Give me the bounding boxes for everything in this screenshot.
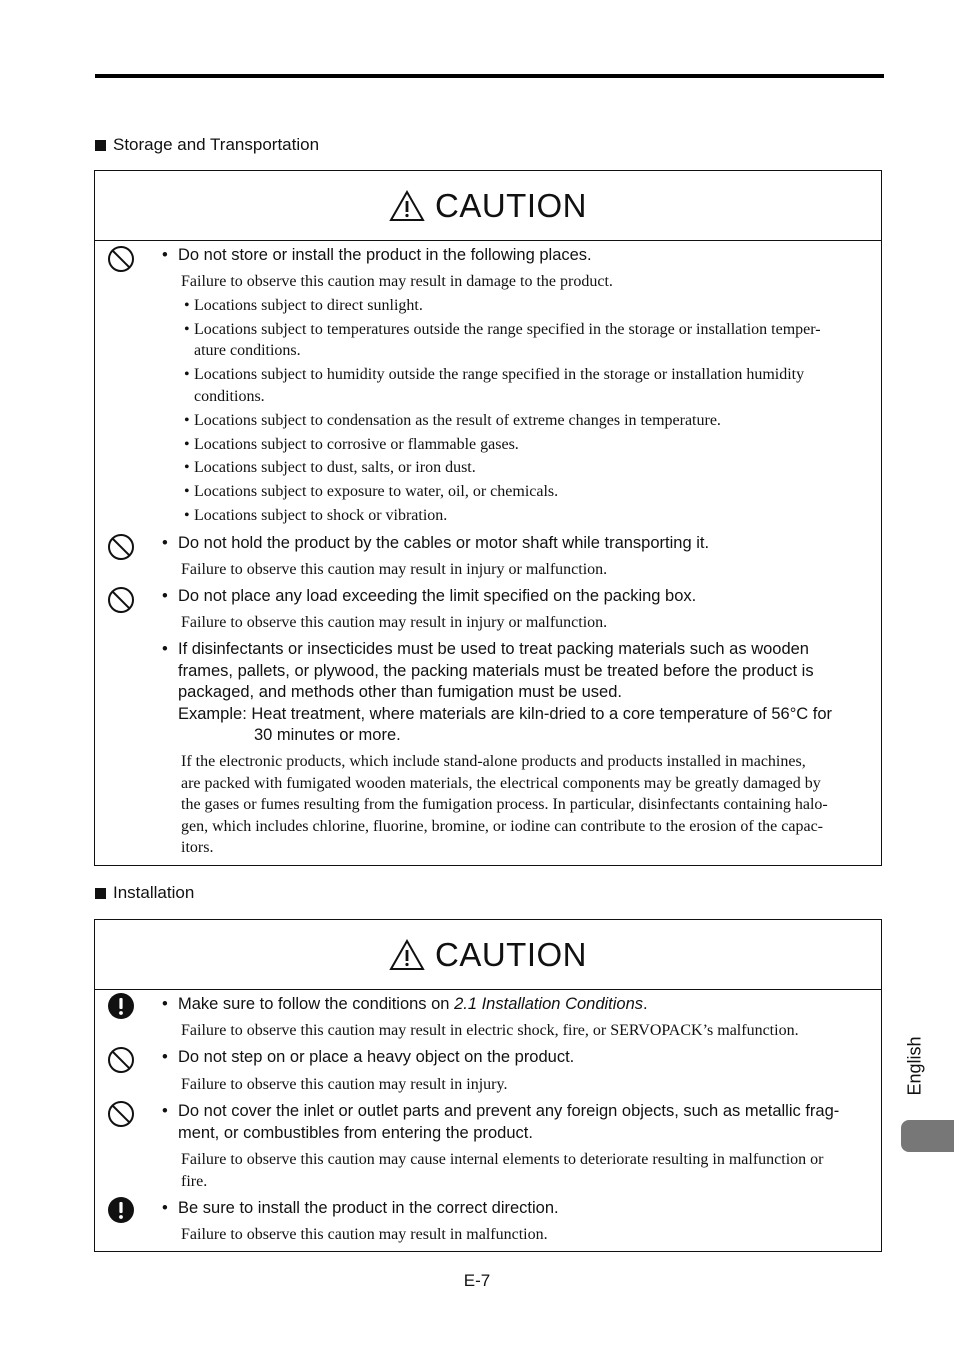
location-list-item: • Locations subject to direct sunlight. bbox=[184, 297, 423, 314]
prohibited-icon bbox=[107, 533, 135, 561]
section-heading-installation bbox=[95, 883, 194, 903]
caution-box-storage bbox=[94, 170, 882, 866]
caution-item bbox=[162, 245, 862, 267]
caution-item: • If disinfectants or insecticides must be used to treat packing materials such as wooden frames, pallets, or plywood, the packing materials must be treated before the product is packaged, and methods other than fumigation must be used. Example: Heat treatment, where materials are kiln-dried to a core temperature of 56°C for 30 minutes or more. bbox=[162, 640, 833, 744]
prohibited-icon bbox=[107, 1046, 135, 1074]
caution-note: Failure to observe this caution may result in electric shock, fire, or SERVOPACK’s malfunction. bbox=[181, 1022, 799, 1039]
caution-item: • Do not step on or place a heavy object on the product. bbox=[162, 1047, 862, 1069]
caution-header bbox=[95, 920, 881, 990]
cross-reference: 2.1 Installation Conditions bbox=[454, 995, 644, 1013]
mandatory-action-icon bbox=[107, 1196, 135, 1224]
language-side-tab bbox=[901, 1120, 954, 1152]
caution-note: Failure to observe this caution may result in injury or malfunction. bbox=[181, 614, 608, 631]
caution-item: • Be sure to install the product in the correct direction. bbox=[162, 1198, 862, 1220]
language-side-label: English bbox=[904, 1036, 925, 1096]
location-list-item: • Locations subject to condensation as the result of extreme changes in temperature. bbox=[184, 412, 721, 429]
top-rule bbox=[95, 74, 884, 78]
caution-item-text: Do not place any load exceeding the limit specified on the packing box. bbox=[178, 587, 697, 605]
location-list-item-cont: conditions. bbox=[194, 388, 265, 405]
bullet: • bbox=[162, 246, 168, 264]
location-list-item: • Locations subject to humidity outside the range specified in the storage or installation humidity bbox=[184, 366, 805, 383]
location-list-item: • Locations subject to corrosive or flammable gases. bbox=[184, 436, 519, 453]
caution-note: Failure to observe this caution may result in damage to the product. bbox=[181, 273, 613, 290]
prohibited-icon bbox=[107, 245, 135, 273]
caution-box-installation bbox=[94, 919, 882, 1252]
caution-header bbox=[95, 171, 881, 241]
location-list-item-cont: ature conditions. bbox=[194, 342, 301, 359]
caution-item-text: Do not hold the product by the cables or motor shaft while transporting it. bbox=[178, 534, 710, 552]
caution-item: • Do not hold the product by the cables or motor shaft while transporting it. bbox=[162, 533, 862, 555]
section-heading-text: Installation bbox=[113, 883, 195, 902]
location-list-item: • Locations subject to dust, salts, or iron dust. bbox=[184, 459, 476, 476]
section-heading-text: Storage and Transportation bbox=[113, 135, 320, 154]
warning-triangle-icon bbox=[389, 939, 425, 971]
location-list-item: • Locations subject to shock or vibration. bbox=[184, 507, 448, 524]
caution-note: If the electronic products, which include stand-alone products and products installed in machines, are packed with fumigated wooden materials, the electrical components may be greatly damaged by the gases or fumes resulting from the fumigation process. In particular, disinfectants containing halo- gen, which includes chlorine, fluorine, bromine, or iodine can contribute to the erosion of the capac- itors. bbox=[181, 753, 828, 856]
caution-item: • Make sure to follow the conditions on 2.1 Installation Conditions. bbox=[162, 995, 648, 1013]
caution-item-text: Be sure to install the product in the correct direction. bbox=[178, 1199, 559, 1217]
location-list-item: • Locations subject to temperatures outside the range specified in the storage or installation temper- bbox=[184, 321, 821, 338]
caution-item-text: Do not step on or place a heavy object on the product. bbox=[178, 1048, 575, 1066]
caution-note: Failure to observe this caution may result in injury or malfunction. bbox=[181, 561, 608, 578]
caution-item: • Do not place any load exceeding the limit specified on the packing box. bbox=[162, 586, 862, 608]
caution-title: CAUTION bbox=[435, 935, 587, 973]
prohibited-icon bbox=[107, 586, 135, 614]
caution-item-text: Do not store or install the product in the following places. bbox=[178, 246, 592, 264]
caution-note: Failure to observe this caution may cause internal elements to deteriorate resulting in malfunction or fire. bbox=[181, 1151, 824, 1190]
caution-item: • Do not cover the inlet or outlet parts and prevent any foreign objects, such as metallic frag- ment, or combustibles from entering the product. bbox=[162, 1102, 840, 1142]
location-list-item: • Locations subject to exposure to water, oil, or chemicals. bbox=[184, 483, 559, 500]
caution-title: CAUTION bbox=[435, 186, 587, 224]
page-number: E-7 bbox=[463, 1271, 491, 1290]
mandatory-action-icon bbox=[107, 992, 135, 1020]
square-bullet-icon bbox=[95, 888, 106, 899]
caution-note: Failure to observe this caution may result in injury. bbox=[181, 1076, 508, 1093]
warning-triangle-icon bbox=[389, 190, 425, 222]
caution-note: Failure to observe this caution may result in malfunction. bbox=[181, 1226, 548, 1243]
section-heading-storage bbox=[95, 135, 319, 155]
prohibited-icon bbox=[107, 1100, 135, 1128]
square-bullet-icon bbox=[95, 140, 106, 151]
